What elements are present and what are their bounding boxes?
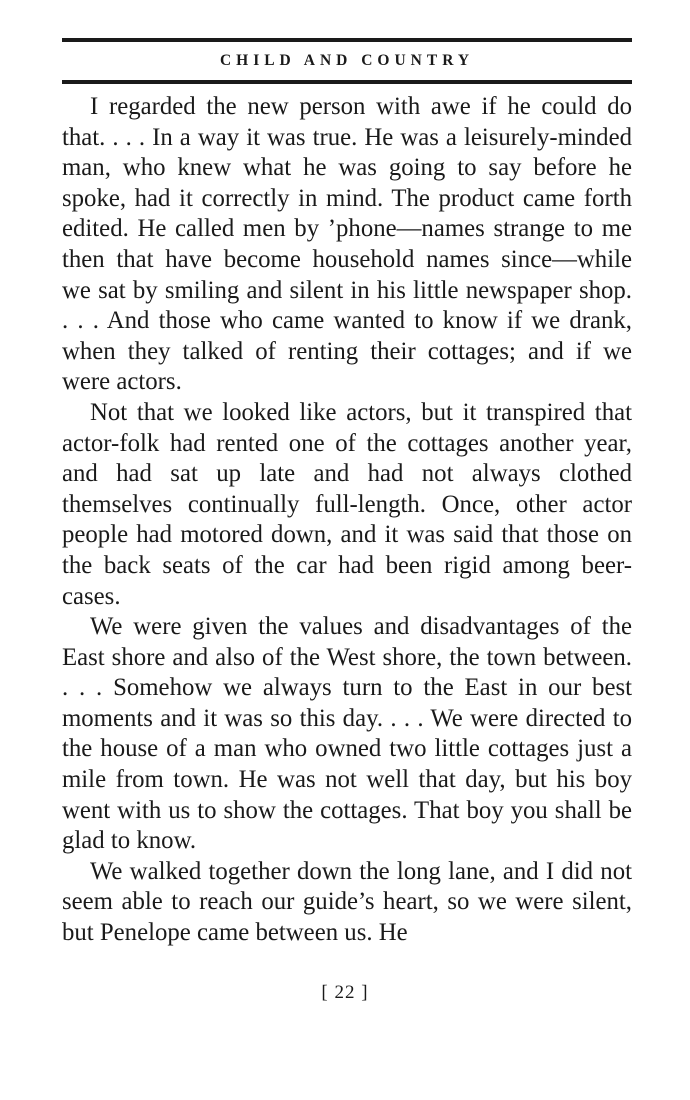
paragraph-4: We walked together down the long lane, and I did not seem able to reach our guide’s heart, so we were silent, but Penelope came between us. He: [62, 857, 632, 947]
paragraph-2: Not that we looked like actors, but it transpired that actor-folk had rented one of the cottages another year, and had sat up late and had not always clothed themselves continually full-length. Once, other actor people had motored down, and it was said that those on the back seats of the car had been rigid among beer-cases.: [62, 398, 632, 610]
paragraph-1: I regarded the new person with awe if he could do that. . . . In a way it was true. He was a leisurely-minded man, who knew what he was going to say before he spoke, had it correctly in mind. The product came forth edited. He called men by ’phone—names strange to me then that have become household names since—while we sat by smiling and silent in his little newspaper shop. . . . And those who came wanted to know if we drank, when they talked of renting their cottages; and if we were actors.: [62, 93, 632, 396]
page-number: [ 22 ]: [321, 982, 369, 1003]
paragraph-3: We were given the values and disadvantages of the East shore and also of the West shore, the town between. . . . Somehow we always turn to the East in our best moments and it was so this day. . . . We were directed to the house of a man who owned two little cottages just a mile from town. He was not well that day, but his boy went with us to show the cottages. That boy you shall be glad to know.: [62, 613, 632, 855]
running-head: CHILD AND COUNTRY: [219, 52, 475, 69]
body-text: [62, 92, 632, 949]
book-page: [62, 38, 632, 949]
header-rule-bottom: [62, 80, 632, 84]
